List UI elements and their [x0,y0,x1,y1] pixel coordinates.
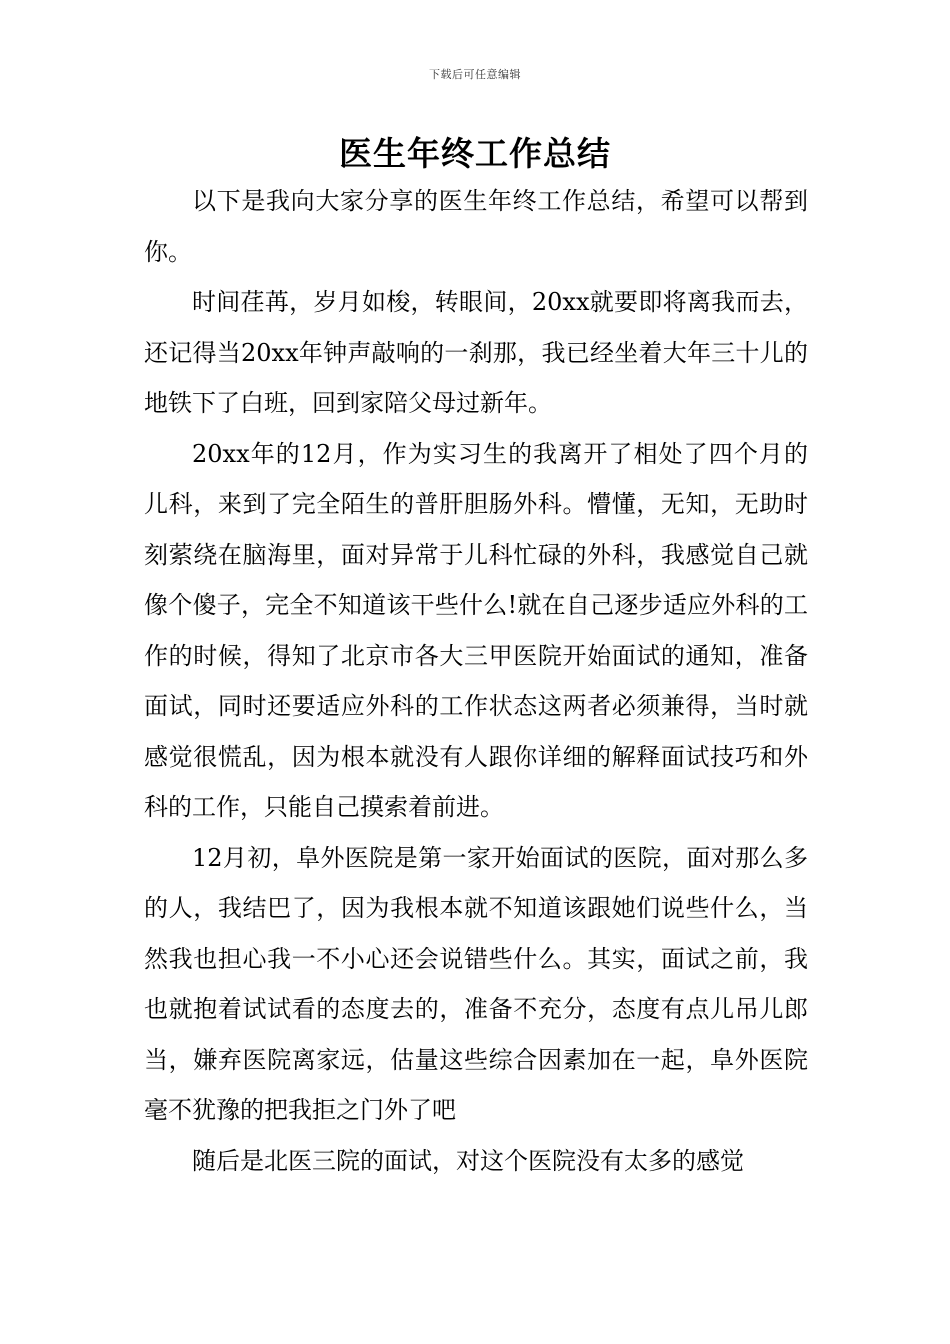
paragraph-beiyi-interview: 随后是北医三院的面试，对这个医院没有太多的感觉 [192,1146,744,1175]
document-title: 医生年终工作总结 [339,134,611,173]
document-body [144,176,808,1186]
paragraph-internship: 20xx年的12月，作为实习生的我离开了相处了四个月的儿科，来到了完全陌生的普肝胆肠外科。懵懂，无知，无助时刻萦绕在脑海里，面对异常于儿科忙碌的外科，我感觉自己就像个傻子，完全不知道该干些什么!就在自己逐步适应外科的工作的时候，得知了北京市各大三甲医院开始面试的通知，准备面试，同时还要适应外科的工作状态这两者必须兼得，当时就感觉很慌乱，因为根本就没有人跟你详细的解释面试技巧和外科的工作，只能自己摸索着前进。 [144,439,808,821]
paragraph-intro: 以下是我向大家分享的医生年终工作总结，希望可以帮到你。 [144,187,808,266]
paragraph-fuwai-interview: 12月初，阜外医院是第一家开始面试的医院，面对那么多的人，我结巴了，因为我根本就不知道该跟她们说些什么，当然我也担心我一不小心还会说错些什么。其实，面试之前，我也就抱着试试看的态度去的，准备不充分，态度有点儿吊儿郎当，嫌弃医院离家远，估量这些综合因素加在一起，阜外医院毫不犹豫的把我拒之门外了吧 [144,843,808,1124]
paragraph-time: 时间荏苒，岁月如梭，转眼间，20xx就要即将离我而去，还记得当20xx年钟声敲响的一刹那，我已经坐着大年三十儿的地铁下了白班，回到家陪父母过新年。 [144,288,808,417]
header-note: 下载后可任意编辑 [429,68,521,81]
